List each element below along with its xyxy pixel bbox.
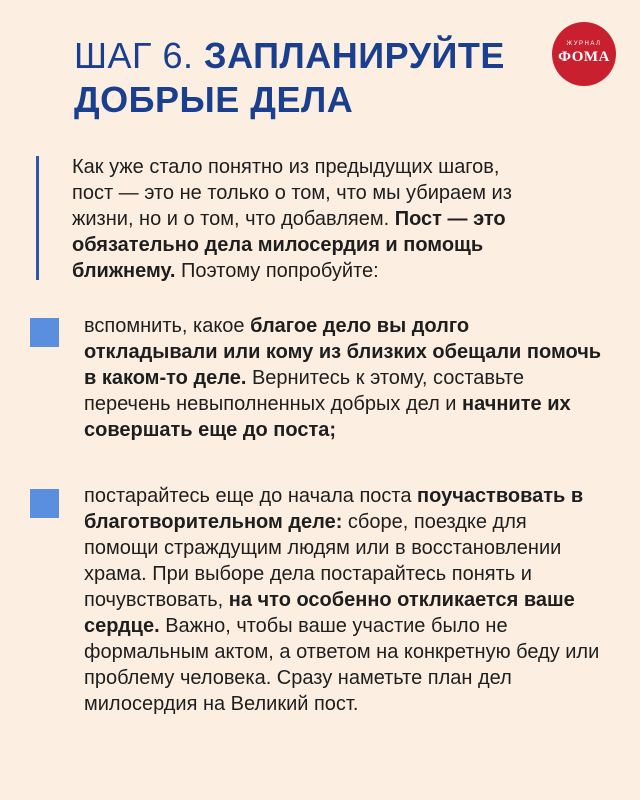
item2-bold-2: на что особенно откликается ваше сердце.: [84, 589, 575, 637]
item1-text-1: вспомнить, какое: [84, 315, 251, 337]
logo-big-text: ФОМА: [558, 49, 610, 65]
foma-logo: [552, 22, 616, 86]
item2-text-2: сборе, поездке для помощи страждущим людям или в восстановлении храма. При выборе дела постарайтесь понять и почувствовать,: [84, 511, 562, 611]
title-line-2: ДОБРЫЕ ДЕЛА: [74, 79, 354, 120]
intro-bold-1: Пост — это обязательно дела милосердия и помощь ближнему.: [72, 208, 506, 282]
item1-bold-2: начните их совершать еще до поста;: [84, 393, 571, 441]
intro-paragraph: [72, 154, 542, 284]
list-item-1: [84, 313, 604, 443]
bullet-square-1: [30, 318, 59, 347]
title-line-1: ЗАПЛАНИРУЙТЕ: [204, 35, 505, 76]
item2-text-3: Важно, чтобы ваше участие было не формальным актом, а ответом на конкретную беду или проблему человека. Сразу наметьте план дел милосердия на Великий пост.: [84, 615, 600, 715]
item1-text-2: Вернитесь к этому, составьте перечень невыполненных добрых дел и: [84, 367, 524, 415]
bullet-square-2: [30, 489, 59, 518]
logo-small-text: ЖУРНАЛ: [566, 41, 602, 47]
list-item-2: [84, 483, 604, 717]
intro-text-1: Как уже стало понятно из предыдущих шагов, пост — это не только о том, что мы убираем из жизни, но и о том, что добавляем.: [72, 156, 512, 230]
item2-text-1: постарайтесь еще до начала поста: [84, 485, 418, 507]
intro-text-2: Поэтому попробуйте:: [175, 260, 379, 282]
intro-accent-bar: [36, 156, 39, 280]
item2-bold-1: поучаствовать в благотворительном деле:: [84, 485, 584, 533]
step-label: ШАГ 6.: [74, 35, 205, 76]
item1-bold-1: благое дело вы долго откладывали или кому из близких обещали помочь в каком-то деле.: [84, 315, 602, 389]
page-title: [74, 34, 544, 122]
